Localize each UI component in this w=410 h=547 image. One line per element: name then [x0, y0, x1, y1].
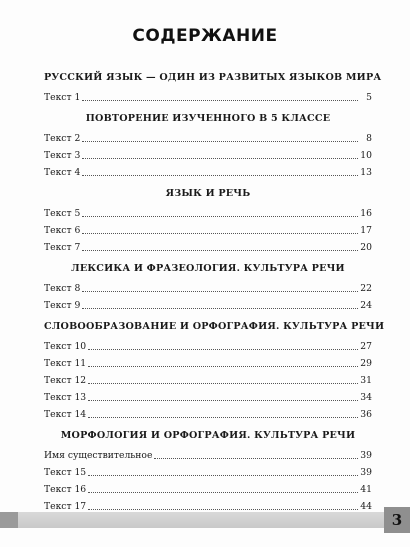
- dot-leader: [88, 400, 358, 401]
- entry-label: Текст 2: [44, 133, 81, 144]
- entry-page: 20: [360, 242, 372, 253]
- footer-bar: [0, 512, 410, 528]
- section-heading: РУССКИЙ ЯЗЫК — ОДИН ИЗ РАЗВИТЫХ ЯЗЫКОВ МИРА: [44, 72, 382, 83]
- entry-label: Текст 16: [44, 484, 87, 495]
- entry-label: Имя существительное: [44, 450, 153, 461]
- toc-section: [44, 188, 372, 256]
- entry-page: 39: [360, 450, 372, 461]
- section-heading: ЯЗЫК И РЕЧЬ: [165, 188, 251, 199]
- dot-leader: [82, 233, 358, 234]
- section-heading: МОРФОЛОГИЯ И ОРФОГРАФИЯ. КУЛЬТУРА РЕЧИ: [60, 430, 356, 441]
- dot-leader: [88, 349, 358, 350]
- toc-entry: [44, 205, 372, 222]
- toc-entry: [44, 130, 372, 147]
- dot-leader: [82, 250, 358, 251]
- toc-entry: [44, 89, 372, 106]
- page-number: 3: [384, 507, 410, 533]
- dot-leader: [88, 417, 358, 418]
- dot-leader: [82, 308, 358, 309]
- toc-section: [44, 321, 385, 423]
- entry-page: 24: [360, 300, 372, 311]
- entry-page: 34: [360, 392, 372, 403]
- entry-page: 39: [360, 467, 372, 478]
- toc-entry: [44, 164, 372, 181]
- toc-entry: [44, 297, 372, 314]
- dot-leader: [88, 509, 358, 510]
- toc-entry: [44, 406, 372, 423]
- toc-entry: [44, 389, 372, 406]
- dot-leader: [82, 141, 358, 142]
- section-heading: СЛОВООБРАЗОВАНИЕ И ОРФОГРАФИЯ. КУЛЬТУРА РЕЧИ: [44, 321, 385, 332]
- entry-page: 17: [360, 225, 372, 236]
- dot-leader: [82, 216, 358, 217]
- dot-leader: [88, 492, 358, 493]
- section-heading: ПОВТОРЕНИЕ ИЗУЧЕННОГО В 5 КЛАССЕ: [85, 113, 331, 124]
- entry-label: Текст 7: [44, 242, 81, 253]
- entry-page: 22: [360, 283, 372, 294]
- entry-page: 29: [360, 358, 372, 369]
- entry-label: Текст 10: [44, 341, 87, 352]
- toc-section: [44, 113, 372, 181]
- entry-page: 13: [360, 167, 372, 178]
- entry-label: Текст 1: [44, 92, 81, 103]
- table-of-contents: [44, 72, 385, 539]
- entry-page: 10: [360, 150, 372, 161]
- entry-label: Текст 6: [44, 225, 81, 236]
- dot-leader: [82, 158, 358, 159]
- toc-section: [44, 263, 372, 314]
- entry-label: Текст 14: [44, 409, 87, 420]
- entry-label: Текст 4: [44, 167, 81, 178]
- entry-page: 8: [366, 133, 372, 144]
- dot-leader: [88, 475, 358, 476]
- entry-page: 5: [366, 92, 372, 103]
- toc-entry: [44, 338, 372, 355]
- toc-entry: [44, 447, 372, 464]
- entry-label: Текст 5: [44, 208, 81, 219]
- dot-leader: [88, 383, 358, 384]
- toc-entry: [44, 481, 372, 498]
- entry-page: 31: [360, 375, 372, 386]
- toc-section: [44, 72, 382, 106]
- toc-entry: [44, 372, 372, 389]
- dot-leader: [82, 100, 358, 101]
- entry-page: 44: [360, 501, 372, 512]
- toc-entry: [44, 222, 372, 239]
- entry-label: Текст 13: [44, 392, 87, 403]
- dot-leader: [154, 458, 358, 459]
- entry-label: Текст 17: [44, 501, 87, 512]
- section-heading: ЛЕКСИКА И ФРАЗЕОЛОГИЯ. КУЛЬТУРА РЕЧИ: [71, 263, 345, 274]
- entry-label: Текст 8: [44, 283, 81, 294]
- entry-label: Текст 11: [44, 358, 87, 369]
- page-title: СОДЕРЖАНИЕ: [132, 26, 278, 46]
- toc-entry: [44, 280, 372, 297]
- entry-label: Текст 12: [44, 375, 87, 386]
- toc-entry: [44, 147, 372, 164]
- entry-page: 36: [360, 409, 372, 420]
- dot-leader: [82, 291, 358, 292]
- dot-leader: [82, 175, 358, 176]
- entry-label: Текст 9: [44, 300, 81, 311]
- toc-entry: [44, 464, 372, 481]
- toc-entry: [44, 239, 372, 256]
- entry-label: Текст 3: [44, 150, 81, 161]
- footer-left-block: [0, 512, 18, 528]
- entry-page: 27: [360, 341, 372, 352]
- toc-entry: [44, 355, 372, 372]
- entry-label: Текст 15: [44, 467, 87, 478]
- entry-page: 16: [360, 208, 372, 219]
- dot-leader: [88, 366, 358, 367]
- entry-page: 41: [360, 484, 372, 495]
